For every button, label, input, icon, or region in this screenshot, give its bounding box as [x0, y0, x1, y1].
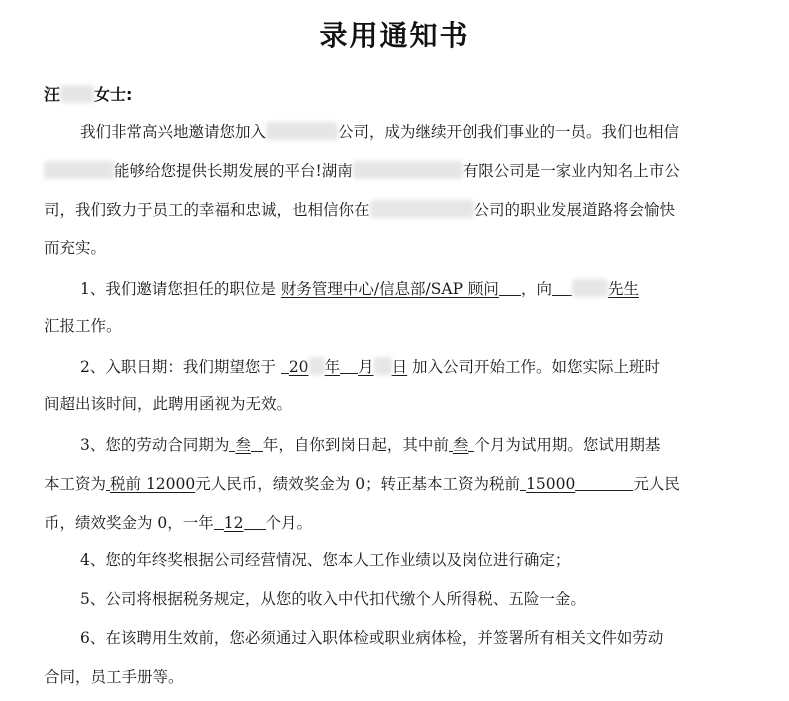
- probation-months: 叁: [452, 436, 469, 454]
- item-3-line-2: 本工资为 税前 12000元人民币，绩效奖金为 0；转正基本工资为税前 15000 元人民: [44, 472, 680, 494]
- item-4: 4、您的年终奖根据公司经营情况、您本人工作业绩以及岗位进行确定；: [80, 551, 571, 569]
- day-unit: 日: [391, 358, 408, 376]
- probation-salary: 税前 12000: [110, 475, 196, 493]
- salutation-title: 女士:: [94, 85, 133, 104]
- report-to-title: 先生: [607, 280, 639, 298]
- redacted-company: [370, 200, 474, 218]
- paragraph-1-line-3: 司，我们致力于员工的幸福和忠诚，也相信你在 公司的职业发展道路将会愉快: [44, 201, 676, 219]
- paragraph-1-line-2: 能够给您提供长期发展的平台!湖南 有限公司是一家业内知名上市公: [44, 161, 680, 181]
- year-unit: 年: [324, 358, 341, 376]
- start-year: 20: [288, 358, 309, 376]
- contract-years: 叁: [235, 436, 251, 454]
- item-3-line-3: 币，绩效奖金为 0，一年 12 个月。: [44, 511, 312, 533]
- redacted-company: [44, 161, 114, 179]
- month-unit: 月: [358, 358, 374, 376]
- item-2-line-2: 间超出该时间，此聘用函视为无效。: [44, 395, 293, 413]
- regular-salary: 15000: [526, 475, 576, 493]
- redacted-name: [572, 279, 608, 297]
- item-2-line-1: 2、入职日期：我们期望您于 20 年 月 日 加入公司开始工作。如您实际上班时: [80, 355, 660, 377]
- salutation: [44, 82, 132, 105]
- item-6-line-1: 6、在该聘用生效前，您必须通过入职体检或职业病体检，并签署所有相关文件如劳动: [80, 629, 664, 647]
- salutation-surname: 汪: [44, 85, 61, 104]
- item-6-line-2: 合同，员工手册等。: [44, 668, 184, 686]
- item-1-line-1: 1、我们邀请您担任的职位是 财务管理中心/信息部/SAP 顾问 ，向 先生: [80, 277, 639, 299]
- redacted-company: [266, 122, 338, 140]
- redacted-name: [60, 85, 94, 103]
- paragraph-1-line-4: 而充实。: [44, 239, 107, 257]
- item-5: 5、公司将根据税务规定，从您的收入中代扣代缴个人所得税、五险一金。: [80, 590, 586, 608]
- redacted-company: [353, 161, 463, 179]
- months-per-year: 12: [223, 514, 244, 532]
- position-value: 财务管理中心/信息部/SAP 顾问: [280, 280, 499, 298]
- item-3-line-1: 3、您的劳动合同期为 叁 年，自你到岗日起，其中前 叁 个月为试用期。您试用期基: [80, 433, 660, 455]
- item-1-line-2: 汇报工作。: [44, 317, 122, 335]
- paragraph-1-line-1: 我们非常高兴地邀请您加入 公司，成为继续开创我们事业的一员。我们也相信: [80, 123, 680, 141]
- document-title: 录用通知书: [319, 19, 470, 52]
